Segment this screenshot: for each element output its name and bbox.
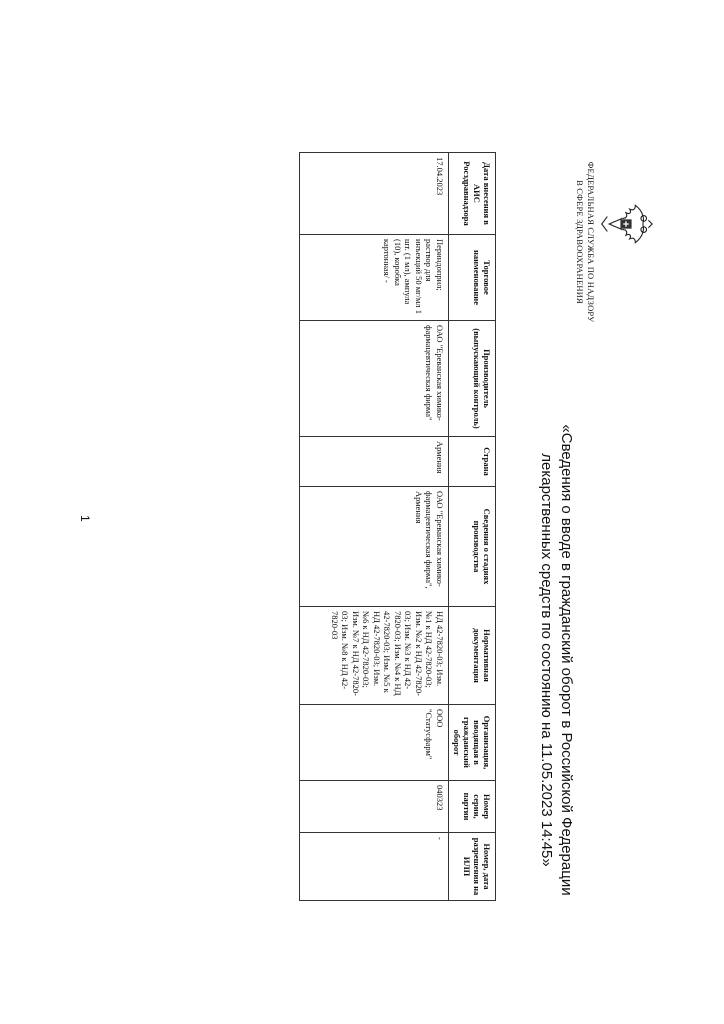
- organization-cell: ООО "Статусфарм": [300, 705, 449, 781]
- document-title: [536, 350, 576, 970]
- column-header: Номер, дата разрешения на ИЛП: [449, 833, 496, 901]
- drug-circulation-table: [299, 152, 496, 901]
- column-header: Производитель (выпускающий контроль): [449, 321, 496, 437]
- org-line-1: ФЕДЕРАЛЬНАЯ СЛУЖБА ПО НАДЗОРУ: [586, 161, 596, 323]
- permit-cell: -: [300, 833, 449, 901]
- column-header: Торговое наименование: [449, 235, 496, 321]
- country-cell: Армения: [300, 437, 449, 487]
- production-stages-cell: ОАО "Ереванская химико-фармацевтическая фирма", Армения: [300, 487, 449, 607]
- trade-name-cell: Периндоприл; раствор для инъекций 50 мг/мл 1 шт. (1 мл), ампула (10), коробка картонная/ -: [300, 235, 449, 321]
- title-line-2: лекарственных средств по состоянию на 11.05.2023 14:45»: [538, 453, 555, 867]
- column-header: Страна: [449, 437, 496, 487]
- column-header: Номер серии, партии: [449, 781, 496, 833]
- double-headed-eagle-emblem-icon: [598, 196, 654, 252]
- column-header: Нормативная документация: [449, 607, 496, 705]
- organization-name: [574, 142, 596, 342]
- column-header: Дата внесения в АИС Росздравнадзора: [449, 153, 496, 235]
- page-number: 1: [78, 515, 92, 522]
- table-row: [300, 153, 449, 901]
- org-line-2: В СФЕРЕ ЗДРАВООХРАНЕНИЯ: [575, 180, 585, 304]
- column-header: Сведения о стадиях производства: [449, 487, 496, 607]
- title-line-1: «Сведения о вводе в гражданский оборот в Российской Федерации: [558, 424, 575, 896]
- manufacturer-cell: ОАО "Ереванская химико-фармацевтическая фирма": [300, 321, 449, 437]
- column-header: Организация, вводящая в гражданский оборот: [449, 705, 496, 781]
- table-header-row: [449, 153, 496, 901]
- normative-docs-cell: НД 42-7820-03; Изм. №1 к НД 42-7820-03; Изм. №2 к НД 42-7820-03; Изм. №3 к НД 42-7820-03; Изм. №4 к НД 42-7820-03; Изм. №5 к НД 42-7820-03; Изм. №6 к НД 42-7820-03; Изм. №7 к НД 42-7820-03; Изм. №8 к НД 42-7820-03: [300, 607, 449, 705]
- series-number-cell: 040323: [300, 781, 449, 833]
- entry-date-cell: 17.04.2023: [300, 153, 449, 235]
